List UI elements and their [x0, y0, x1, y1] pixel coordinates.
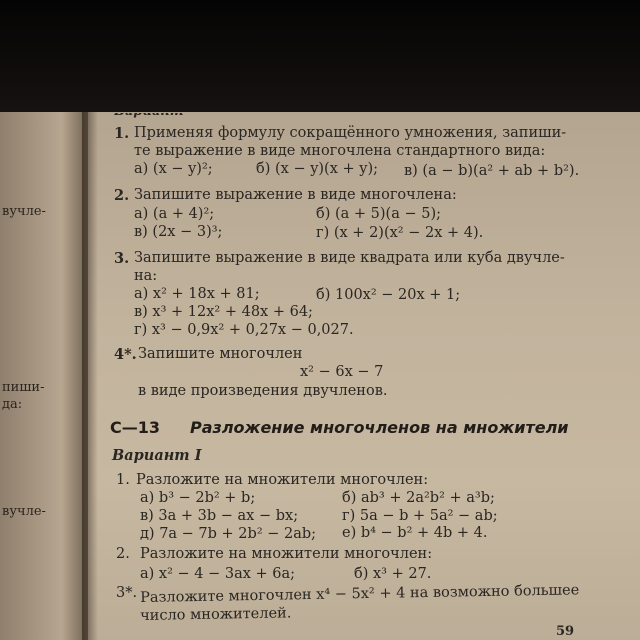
task-text: Разложите на множители многочлен: [136, 472, 429, 488]
task-expression: x² − 6x − 7 [300, 364, 384, 380]
task-text: те выражение в виде многочлена стандартного вида: [134, 143, 546, 159]
task-item: б) 100x² − 20x + 1; [316, 287, 461, 303]
task-item: б) (x − y)(x + y); [256, 161, 378, 177]
task-number: 1. [116, 472, 130, 488]
task-number: 3*. [116, 585, 138, 601]
task-item: г) x³ − 0,9x² + 0,27x − 0,027. [134, 322, 354, 338]
task-text: Разложите на множители многочлен: [140, 546, 433, 562]
task-item: г) (x + 2)(x² − 2x + 4). [316, 225, 484, 241]
task-number: 2. [116, 546, 130, 562]
section-title: Разложение многочленов на множители [190, 418, 569, 437]
task-number: 4*. [114, 346, 137, 363]
task-text: Применяя формулу сокращённого умножения, запиши- [134, 125, 567, 141]
task-text: на: [134, 268, 158, 284]
section-code: С—13 [110, 418, 161, 437]
task-item: а) x² − 4 − 3ax + 6a; [140, 566, 296, 582]
task-item: в) 3a + 3b − ax − bx; [140, 508, 299, 524]
page-number: 59 [556, 624, 575, 639]
task-text: Разложите многочлен x⁴ − 5x² + 4 на возможно большее [140, 582, 580, 606]
margin-fragment: вучле- [2, 204, 46, 219]
task-item: б) ab³ + 2a²b² + a³b; [342, 490, 495, 506]
task-item: б) (a + 5)(a − 5); [316, 206, 441, 222]
task-number: 1. [114, 125, 130, 142]
task-text: число множителей. [140, 605, 292, 624]
task-item: в) (a − b)(a² + ab + b²). [404, 163, 580, 179]
task-item: г) 5a − b + 5a² − ab; [342, 508, 498, 524]
margin-fragment: да: [2, 397, 23, 412]
task-item: б) x³ + 27. [354, 566, 432, 582]
task-item: в) (2x − 3)³; [134, 224, 223, 240]
task-item: а) x² + 18x + 81; [134, 286, 260, 302]
margin-fragment: вучле- [2, 504, 46, 519]
variant-title: Вариант I [112, 447, 202, 464]
margin-fragment: пиши- [2, 380, 45, 395]
task-item: а) (a + 4)²; [134, 206, 215, 222]
task-item: а) b³ − 2b² + b; [140, 490, 256, 506]
task-text: в виде произведения двучленов. [138, 383, 388, 399]
task-item: д) 7a − 7b + 2b² − 2ab; [140, 526, 317, 542]
task-item: а) (x − y)²; [134, 161, 213, 177]
task-number: 3. [114, 250, 130, 267]
task-number: 2. [114, 187, 130, 204]
task-text: Запишите многочлен [138, 346, 303, 362]
task-item: в) x³ + 12x² + 48x + 64; [134, 304, 313, 320]
task-text: Запишите выражение в виде многочлена: [134, 187, 457, 203]
task-item: е) b⁴ − b² + 4b + 4. [342, 525, 488, 541]
task-text: Запишите выражение в виде квадрата или куба двучле- [134, 250, 565, 266]
